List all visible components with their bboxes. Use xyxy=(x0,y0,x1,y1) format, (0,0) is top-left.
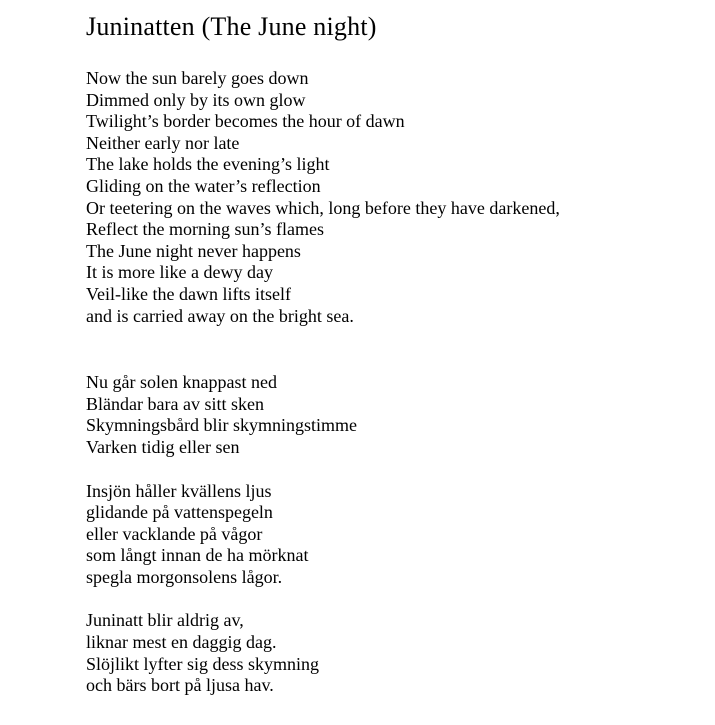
poem-line: Insjön håller kvällens ljus xyxy=(86,480,272,501)
poem-line: Gliding on the water’s reflection xyxy=(86,175,321,196)
stanza-spacer xyxy=(86,588,696,610)
poem-line: and is carried away on the bright sea. xyxy=(86,305,354,326)
poem-line: Juninatt blir aldrig av, xyxy=(86,610,244,631)
swedish-stanza-1 xyxy=(86,372,696,458)
poem-line: The lake holds the evening’s light xyxy=(86,154,330,175)
poem-line: Varken tidig eller sen xyxy=(86,436,240,457)
poem-line: Or teetering on the waves which, long before they have darkened, xyxy=(86,197,560,218)
swedish-stanza-3 xyxy=(86,610,696,696)
poem-line: glidande på vattenspegeln xyxy=(86,502,273,523)
poem-line: eller vacklande på vågor xyxy=(86,523,263,544)
swedish-stanza-2 xyxy=(86,481,696,589)
english-translation xyxy=(86,68,696,327)
poem-line: Skymningsbård blir skymningstimme xyxy=(86,415,358,436)
poem-line: Dimmed only by its own glow xyxy=(86,89,306,110)
section-spacer xyxy=(86,327,696,372)
poem-line: och bärs bort på ljusa hav. xyxy=(86,675,274,696)
poem-line: Slöjlikt lyfter sig dess skymning xyxy=(86,653,320,674)
poem-line: Bländar bara av sitt sken xyxy=(86,393,264,414)
stanza-spacer xyxy=(86,459,696,481)
poem-line: Nu går solen knappast ned xyxy=(86,372,277,393)
poem-title: Juninatten (The June night) xyxy=(86,12,377,41)
poem-line: spegla morgonsolens lågor. xyxy=(86,566,283,587)
poem-line: Reflect the morning sun’s flames xyxy=(86,219,324,240)
poem-line: The June night never happens xyxy=(86,240,301,261)
poem-line: Twilight’s border becomes the hour of dawn xyxy=(86,111,405,132)
poem-line: It is more like a dewy day xyxy=(86,262,273,283)
poem-line: Veil-like the dawn lifts itself xyxy=(86,283,291,304)
poem-line: som långt innan de ha mörknat xyxy=(86,545,309,566)
poem-line: liknar mest en daggig dag. xyxy=(86,632,277,653)
poem-line: Now the sun barely goes down xyxy=(86,68,309,88)
poem-line: Neither early nor late xyxy=(86,132,240,153)
poem-page xyxy=(86,12,696,697)
